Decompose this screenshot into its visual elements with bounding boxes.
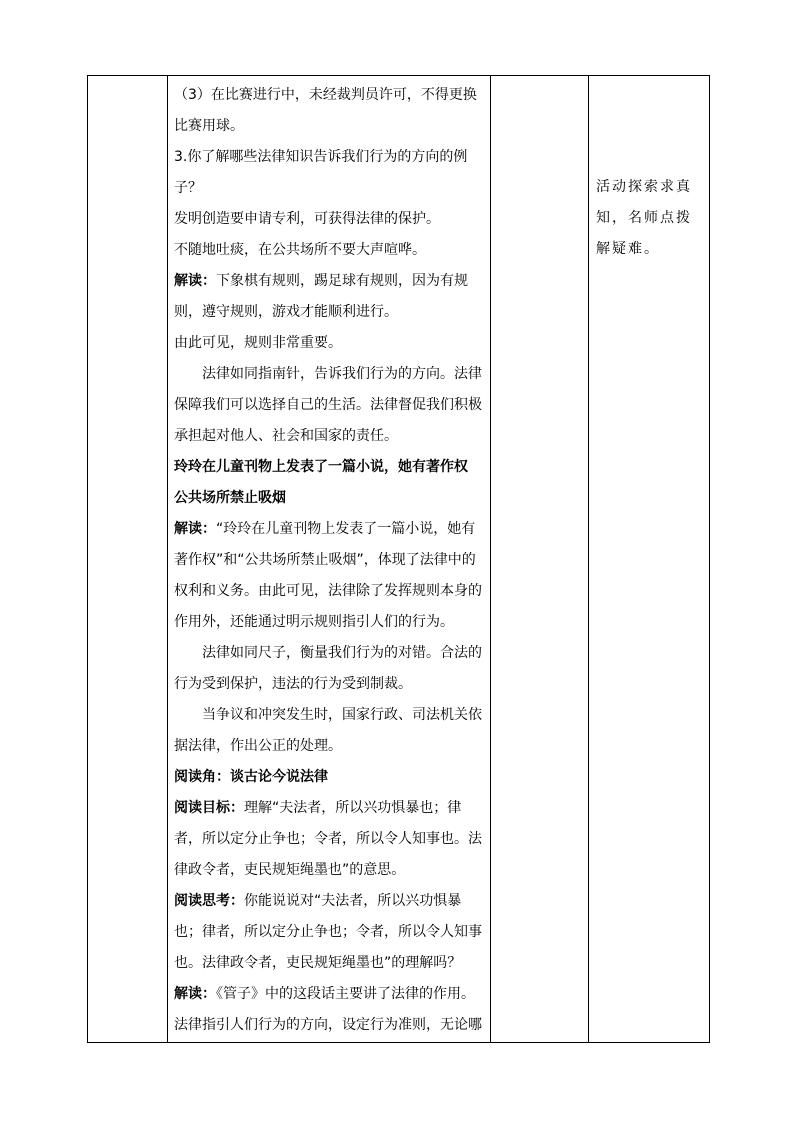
interpretation-paragraph	[174, 979, 484, 1041]
interpretation-paragraph	[174, 266, 484, 328]
reading-goal-label: 阅读目标：	[174, 800, 244, 816]
interpretation-label: 解读：	[174, 273, 216, 289]
reading-thinking-label: 阅读思考：	[174, 893, 244, 909]
question-line: 3.你了解哪些法律知识告诉我们行为的方向的例子？	[174, 149, 468, 196]
note-cell	[589, 76, 710, 1043]
reading-goal-paragraph	[174, 793, 484, 886]
text-line: 发明创造要申请专利，可获得法律的保护。	[174, 211, 440, 227]
bold-example: 玲玲在儿童刊物上发表了一篇小说，她有著作权	[174, 459, 468, 475]
reading-goal-text: 理解“夫法者，所以兴功惧暴也；律者，所以定分止争也；令者，所以令人知事也。法律政令者，吏民规矩绳墨也”的意思。	[174, 800, 482, 878]
lesson-table	[87, 75, 710, 1043]
paragraph: 当争议和冲突发生时，国家行政、司法机关依据法律，作出公正的处理。	[174, 707, 482, 754]
interpretation-paragraph	[174, 514, 484, 638]
interpretation-text: 《管子》中的这段话主要讲了法律的作用。法律指引人们行为的方向，设定行为准则，无论哪	[174, 986, 482, 1033]
paragraph: 法律如同尺子，衡量我们行为的对错。合法的行为受到保护，违法的行为受到制裁。	[174, 645, 482, 692]
table-row	[88, 76, 710, 1043]
interpretation-label: 解读：	[174, 521, 216, 537]
content-body	[168, 76, 490, 1041]
text-line: 由此可见，规则非常重要。	[174, 335, 342, 351]
side-note: 活动探索求真知，名师点拨解疑难。	[596, 179, 692, 257]
interpretation-text: “玲玲在儿童刊物上发表了一篇小说，她有著作权”和“公共场所禁止吸烟”，体现了法律中的权利和义务。由此可见，法律除了发挥规则本身的作用外，还能通过明示规则指引人们的行为。	[174, 521, 482, 630]
reading-thinking-text: 你能说说对“夫法者，所以兴功惧暴也；律者，所以定分止争也；令者，所以令人知事也。法律政令者，吏民规矩绳墨也”的理解吗？	[174, 893, 482, 971]
interpretation-text: 下象棋有规则，踢足球有规则，因为有规则，遵守规则，游戏才能顺利进行。	[174, 273, 468, 320]
text-line: 不随地吐痰，在公共场所不要大声喧哗。	[174, 242, 426, 258]
bold-example: 公共场所禁止吸烟	[174, 490, 286, 506]
paragraph: 法律如同指南针，告诉我们行为的方向。法律保障我们可以选择自己的生活。法律督促我们积极承担起对他人、社会和国家的责任。	[174, 366, 482, 444]
blank-cell-middle	[491, 76, 589, 1043]
reading-corner-heading: 阅读角：谈古论今说法律	[174, 769, 328, 785]
interpretation-label: 解读：	[174, 986, 216, 1002]
content-cell	[168, 76, 491, 1043]
text-line: （3）在比赛进行中，未经裁判员许可，不得更换比赛用球。	[174, 87, 477, 134]
reading-thinking-paragraph	[174, 886, 484, 979]
blank-cell-left	[88, 76, 168, 1043]
